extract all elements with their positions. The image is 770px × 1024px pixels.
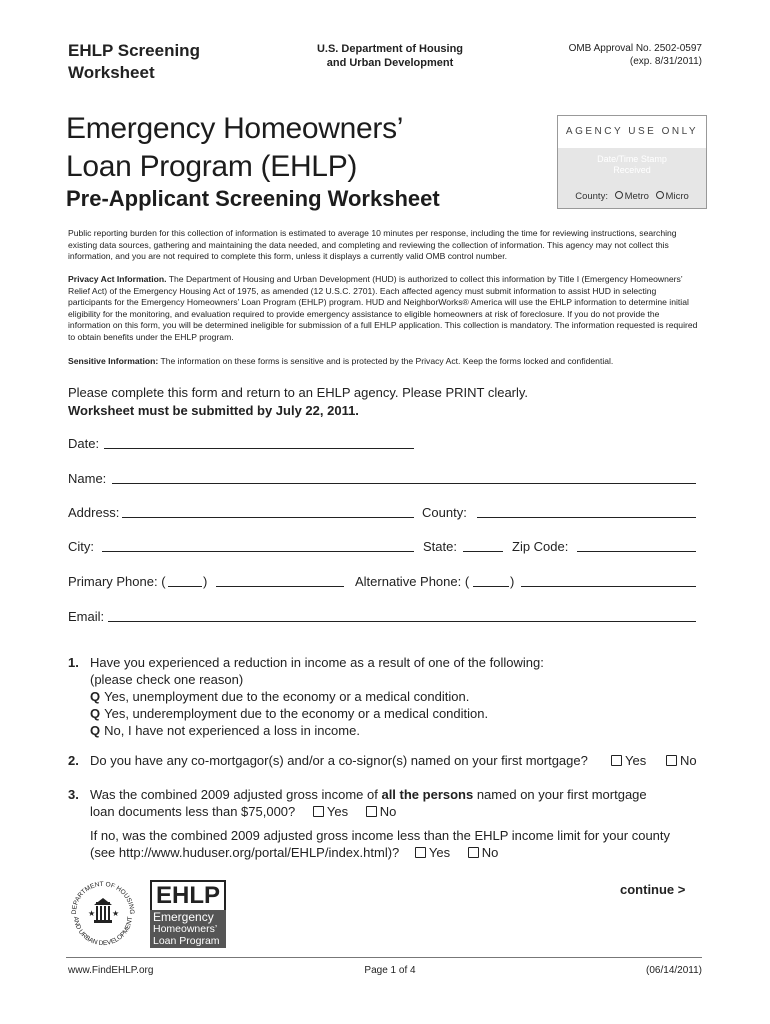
ehlp-logo-line2: Homeowners’ [153,923,218,935]
agency-use-heading: AGENCY USE ONLY [558,116,706,148]
ehlp-logo [150,880,226,948]
svg-text:★: ★ [112,909,120,918]
yes-label: Yes [326,804,349,819]
alt-phone-paren: ) [510,574,515,589]
hud-seal-logo [66,876,140,950]
alt-phone-area-code[interactable] [473,586,509,587]
footer-divider [66,957,702,958]
checkbox-icon[interactable] [666,755,677,766]
form-subtitle: Pre-Applicant Screening Worksheet [66,186,440,211]
form-title-line1: Emergency Homeowners’ [66,112,404,145]
instructions [68,384,528,420]
footer-page: Page 1 of 4 [364,965,416,976]
checkbox-icon[interactable] [313,806,324,817]
question-3-line2-text: loan documents less than $75,000? [90,804,296,819]
question-1-text: Have you experienced a reduction in income as a result of one of the following: [90,655,544,670]
checkbox-icon[interactable] [468,847,479,858]
svg-text:★: ★ [88,909,96,918]
ehlp-logo-line3: Loan Program [153,935,220,947]
question-1-hint: (please check one reason) [90,672,244,687]
svg-text:DEPARTMENT OF HOUSING [71,881,135,915]
primary-phone-paren: ) [203,574,208,589]
alt-phone-label: Alternative Phone: ( [355,574,470,589]
city-field[interactable] [102,551,414,552]
question-3-text-c: named on your first mortgage [473,787,647,802]
state-field[interactable] [463,551,503,552]
question-2-yes[interactable] [611,752,646,769]
checkbox-icon[interactable]: Q [90,689,101,704]
department-line2: and Urban Development [326,57,454,69]
primary-phone-field[interactable] [216,586,344,587]
no-label: No [680,753,697,768]
footer-date: (06/14/2011) [646,965,702,976]
sensitive-info-statement [68,356,702,368]
option-label: Yes, unemployment due to the economy or a medical condition. [104,689,470,704]
checkbox-icon[interactable] [611,755,622,766]
privacy-act-statement [68,274,702,343]
checkbox-icon[interactable] [415,847,426,858]
question-1-option-2[interactable] [90,705,488,722]
ehlp-logo-line1: Emergency [153,910,214,924]
question-3-sub-yes[interactable] [415,845,450,860]
privacy-act-label: Privacy Act Information. [68,274,167,284]
no-label: No [481,845,499,860]
zip-field[interactable] [577,551,696,552]
instructions-line1: Please complete this form and return to an EHLP agency. Please PRINT clearly. [68,385,529,400]
department-name [290,42,490,70]
sensitive-info-text: The information on these forms is sensitive and is protected by the Privacy Act. Keep the forms locked and confidential. [158,356,614,366]
question-3 [68,786,708,862]
seal-bottom-text: AND URBAN DEVELOPMENT [71,916,135,948]
option-label: No, I have not experienced a loss in income. [104,723,360,738]
zip-label: Zip Code: [512,539,569,554]
question-1-option-3[interactable] [90,722,360,739]
county-type-row [558,186,706,208]
no-label: No [379,804,397,819]
ehlp-logo-mark: EHLP [150,880,226,912]
submission-deadline: Worksheet must be submitted by July 22, 2011. [68,403,359,418]
metro-radio[interactable] [615,191,623,199]
question-3-sub-text: If no, was the combined 2009 adjusted gross income less than the EHLP income limit for your county [90,828,671,843]
option-label: Yes, underemployment due to the economy or a medical condition. [104,706,489,721]
omb-line2: (exp. 8/31/2011) [629,56,702,67]
continue-label: continue > [620,882,686,897]
ehlp-logo-text [150,910,226,948]
micro-radio[interactable] [656,191,664,199]
address-field[interactable] [122,517,414,518]
question-3-no[interactable] [366,804,397,819]
date-stamp-line1: Date/Time Stamp [597,154,667,164]
question-1-number: 1. [68,655,79,670]
county-field[interactable] [477,517,696,518]
question-3-emphasis: all the persons [381,787,474,802]
form-title-line2: Loan Program (EHLP) [66,150,358,183]
sensitive-info-label: Sensitive Information: [68,356,159,366]
email-field[interactable] [108,621,696,622]
privacy-act-text: The Department of Housing and Urban Development (HUD) is authorized to collect this information by Title I (Emergency Homeowners’ Relief Act) of the Emergency Housing Act of 1975, as amended (12 U.S.C. 2701). Each affected agency must submit information to assist HUD in selecting participants for the Emergency Homeowners’ Loan Program (EHLP) program. HUD and NeighborWorks® America will use the EHLP information to determine initial eligibility for the monitoring, and evaluation required to provide emergency assistance to eligible homeowners at risk of foreclosure. If you do not provide the information on this form, you will be determined ineligible for submission of a full EHLP application. This collection is mandatory. The information requested is required to obtain benefits under the EHLP program. [68,274,698,342]
question-3-yes[interactable] [313,804,348,819]
alt-phone-field[interactable] [521,586,696,587]
city-label: City: [68,539,94,554]
address-label: Address: [68,505,120,520]
worksheet-label-line2: Worksheet [68,63,155,82]
county-type-label: County: [575,191,608,202]
question-3-sub-line2-text: (see http://www.huduser.org/portal/EHLP/index.html)? [90,845,400,860]
primary-phone-label: Primary Phone: ( [68,574,166,589]
name-label: Name: [68,471,107,486]
metro-label: Metro [624,191,649,202]
yes-label: Yes [625,753,647,768]
checkbox-icon[interactable] [366,806,377,817]
question-3-line2 [90,803,396,820]
question-2 [68,752,708,770]
question-3-number: 3. [68,787,79,802]
footer-url: www.FindEHLP.org [68,965,154,976]
date-label: Date: [68,436,100,451]
state-label: State: [423,539,457,554]
date-stamp-area [558,148,706,186]
question-2-no[interactable] [666,752,697,769]
omb-approval [540,42,702,68]
question-2-number: 2. [68,753,79,768]
email-label: Email: [68,609,105,624]
question-1-option-1[interactable] [90,688,469,705]
omb-line1: OMB Approval No. 2502-0597 [568,43,702,54]
form-title [66,110,403,186]
date-stamp-line2: Received [613,165,651,175]
micro-label: Micro [665,191,689,202]
yes-label: Yes [428,845,451,860]
name-field[interactable] [112,483,696,484]
checkbox-icon[interactable]: Q [90,723,101,738]
question-1 [68,654,708,738]
worksheet-label [68,40,200,84]
question-3-sub-line2 [90,844,498,861]
department-line1: U.S. Department of Housing [316,43,464,55]
date-field[interactable] [104,448,414,449]
question-3-sub-no[interactable] [468,845,499,860]
primary-phone-area-code[interactable] [168,586,202,587]
question-3-text-a: Was the combined 2009 adjusted gross income of [90,787,382,802]
seal-top-text: DEPARTMENT OF HOUSING [70,880,136,915]
worksheet-label-line1: EHLP Screening [68,41,200,60]
question-2-text: Do you have any co-mortgagor(s) and/or a co-signor(s) named on your first mortgage? [90,753,588,768]
checkbox-icon[interactable]: Q [90,706,101,721]
burden-statement: Public reporting burden for this collection of information is estimated to average 10 minutes per response, including the time for reviewing instructions, searching existing data sources, gathering and maintaining the data needed, and completing and reviewing the collection of information. This agency may not collect this information, and you are not required to complete this form, unless it displays a currently valid OMB control number. [68,228,677,261]
county-label: County: [422,505,467,520]
question-3-text [90,786,647,803]
agency-use-box [557,115,707,209]
